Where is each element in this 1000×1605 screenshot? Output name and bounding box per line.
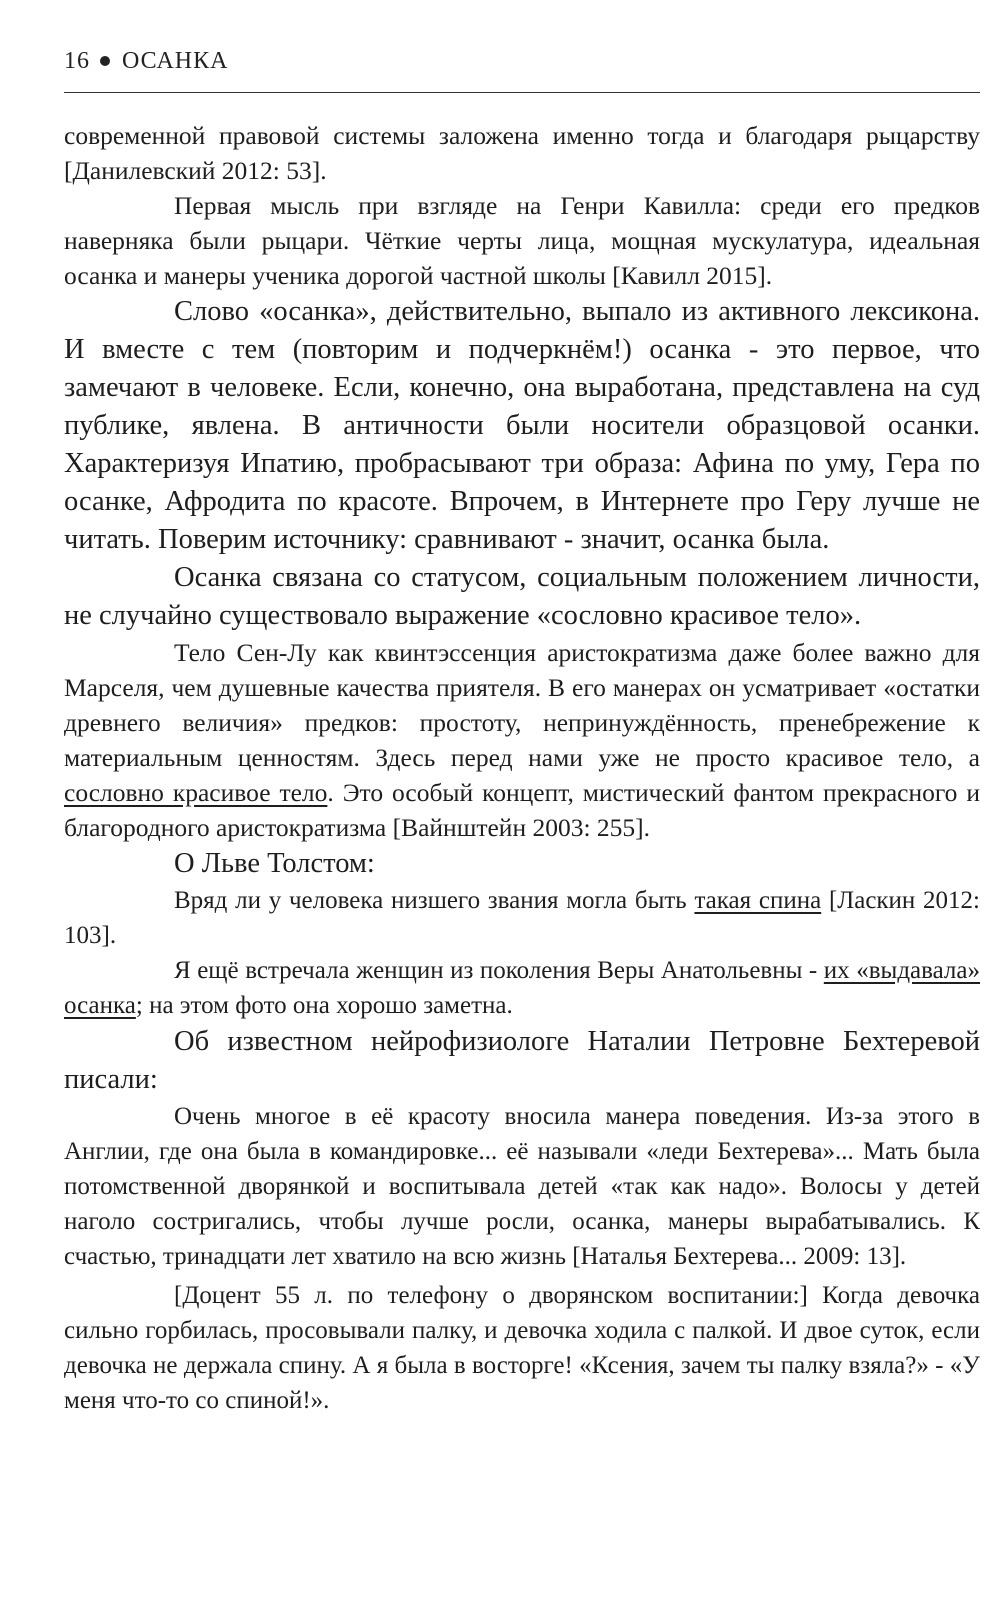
- paragraph-6: О Льве Толстом:: [174, 848, 375, 879]
- paragraph-5: [64, 635, 980, 845]
- page-number: 16: [64, 48, 90, 74]
- header-rule: [64, 92, 980, 93]
- quote-1-text-b: [Ласкин 2012: 103].: [64, 887, 980, 949]
- bullet-dot-icon: [100, 56, 110, 66]
- paragraph-4: Осанка связана со статусом, социальным положением личности, не случайно существовало выражение «сословно красивое тело».: [64, 562, 980, 631]
- paragraph-3: Слово «осанка», действительно, выпало из активного лексикона. И вместе с тем (повторим и подчеркнём!) осанка - это первое, что замечают в человеке. Если, конечно, она выработана, представлена на суд публике, явлена. В античности были носители образцовой осанки. Характеризуя Ипатию, пробрасывают три образа: Афина по уму, Гера по осанке, Афродита по красоте. Впрочем, в Интернете про Геру лучше не читать. Поверим источнику: сравнивают - значит, осанка была.: [64, 296, 980, 555]
- quote-4: [Доцент 55 л. по телефону о дворянском воспитании:] Когда девочка сильно горбилась, просовывали палку, и девочка ходила с палкой. И двое суток, если девочка не держала спину. А я была в восторге! «Ксения, зачем ты палку взяла?» - «У меня что-то со спиной!».: [64, 1282, 980, 1414]
- paragraph-7: Об известном нейрофизиологе Наталии Петровне Бехтеревой писали:: [64, 1026, 980, 1095]
- page-body: [64, 118, 980, 1418]
- paragraph-5-text-b: . Это особый концепт, мистический фантом прекрасного и благородного аристократизма [Вайнштейн 2003: 255].: [64, 778, 980, 842]
- paragraph-5-underlined: сословно красивое тело: [64, 778, 328, 807]
- quote-2-underlined: их «выдавала» осанка: [64, 957, 980, 1019]
- quote-2-text-a: Я ещё встречала женщин из поколения Веры Анатольевны -: [174, 957, 824, 984]
- quote-3: Очень многое в её красоту вносила манера поведения. Из-за этого в Англии, где она была в командировке... её называли «леди Бехтерева»... Мать была потомственной дворянкой и воспитывала детей «так как надо». Волосы у детей наголо состригались, чтобы лучше росли, осанка, манеры вырабатывались. К счастью, тринадцати лет хватило на всю жизнь [Наталья Бехтерева... 2009: 13].: [64, 1103, 980, 1270]
- quote-2: [64, 953, 980, 1023]
- running-title: ОСАНКА: [122, 48, 229, 74]
- paragraph-1: современной правовой системы заложена именно тогда и благодаря рыцарству [Данилевский 2012: 53].: [64, 121, 980, 185]
- quote-1-text-a: Вряд ли у человека низшего звания могла быть: [174, 887, 695, 914]
- paragraph-2: Первая мысль при взгляде на Генри Кавилла: среди его предков наверняка были рыцари. Чёткие черты лица, мощная мускулатура, идеальная осанка и манеры ученика дорогой частной школы [Кавилл 2015].: [64, 191, 980, 290]
- paragraph-5-text-a: Тело Сен-Лу как квинтэссенция аристократизма даже более важно для Марселя, чем душевные качества приятеля. В его манерах он усматривает «остатки древнего величия» предков: простоту, непринуждённость, пренебрежение к материальным ценностям. Здесь перед нами уже не просто красивое тело, а: [64, 638, 980, 772]
- quote-2-text-b: ; на этом фото она хорошо заметна.: [135, 992, 513, 1019]
- quote-1-underlined: такая спина: [694, 887, 822, 914]
- running-header: [64, 48, 964, 75]
- quote-1: [64, 883, 980, 953]
